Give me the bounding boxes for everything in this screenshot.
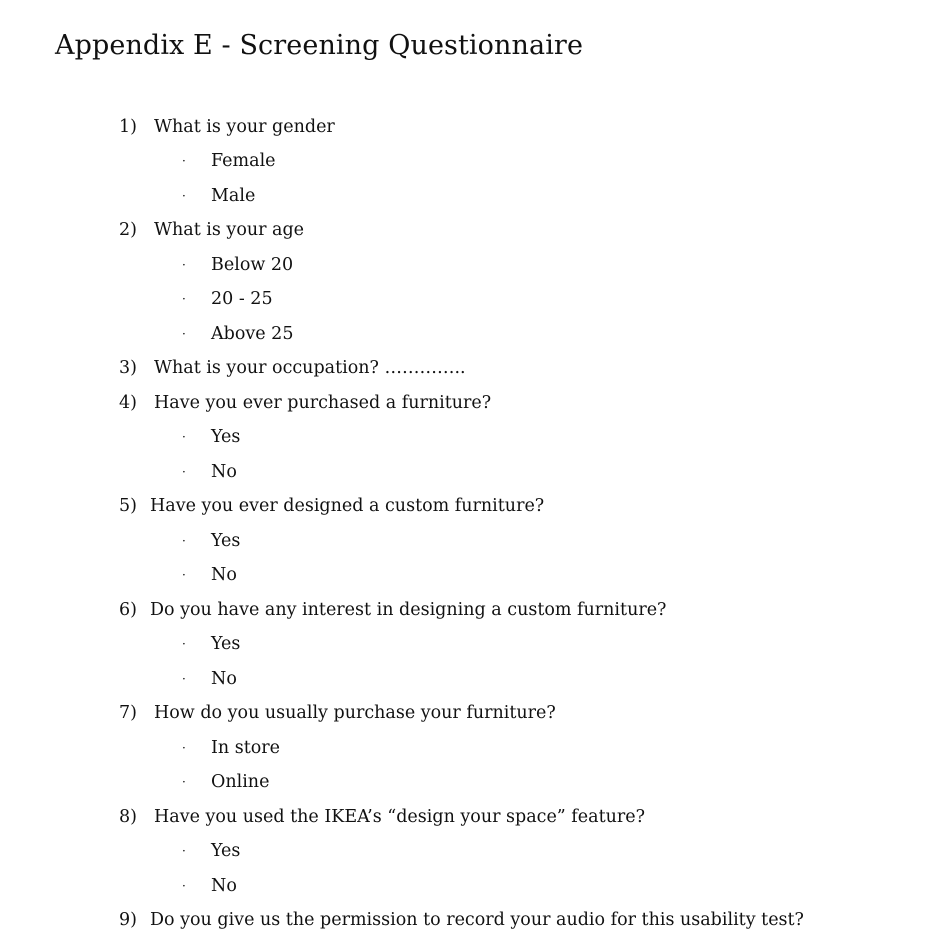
question-number: 3) xyxy=(119,358,137,378)
question-text: How do you usually purchase your furniture? xyxy=(154,703,556,723)
bullet-icon: · xyxy=(182,534,186,548)
option-label: Female xyxy=(211,151,276,171)
option-item xyxy=(182,771,482,793)
option-item xyxy=(182,323,482,345)
option-item xyxy=(182,875,482,897)
question-8 xyxy=(119,806,919,828)
option-item xyxy=(182,150,482,172)
option-item xyxy=(182,633,482,655)
question-text: What is your age xyxy=(154,220,305,240)
option-label: In store xyxy=(211,738,281,758)
question-text: What is your occupation? ………….. xyxy=(154,358,466,378)
option-label: Online xyxy=(211,772,270,792)
bullet-icon: · xyxy=(182,879,186,893)
question-text: Have you ever designed a custom furniture? xyxy=(150,496,545,516)
option-label: Yes xyxy=(211,841,241,861)
bullet-icon: · xyxy=(182,430,186,444)
question-number: 4) xyxy=(119,393,137,413)
option-label: No xyxy=(211,876,237,896)
option-item xyxy=(182,840,482,862)
bullet-icon: · xyxy=(182,775,186,789)
question-text: Have you ever purchased a furniture? xyxy=(154,393,492,413)
question-number: 8) xyxy=(119,807,137,827)
option-label: Yes xyxy=(211,427,241,447)
option-label: Male xyxy=(211,186,256,206)
question-9 xyxy=(119,909,919,931)
bullet-icon: · xyxy=(182,154,186,168)
bullet-icon: · xyxy=(182,741,186,755)
bullet-icon: · xyxy=(182,292,186,306)
bullet-icon: · xyxy=(182,672,186,686)
option-label: Below 20 xyxy=(211,255,294,275)
option-item xyxy=(182,461,482,483)
question-text: Have you used the IKEA’s “design your space” feature? xyxy=(154,807,645,827)
option-item xyxy=(182,530,482,552)
question-number: 5) xyxy=(119,496,137,516)
question-number: 1) xyxy=(119,117,137,137)
question-text: What is your gender xyxy=(154,117,335,137)
question-1 xyxy=(119,116,919,138)
question-number: 2) xyxy=(119,220,137,240)
option-label: Yes xyxy=(211,531,241,551)
bullet-icon: · xyxy=(182,189,186,203)
question-number: 7) xyxy=(119,703,137,723)
option-item xyxy=(182,737,482,759)
option-item xyxy=(182,564,482,586)
question-7 xyxy=(119,702,919,724)
option-label: No xyxy=(211,565,237,585)
bullet-icon: · xyxy=(182,327,186,341)
question-2 xyxy=(119,219,919,241)
question-text: Do you give us the permission to record your audio for this usability test? xyxy=(150,910,804,930)
bullet-icon: · xyxy=(182,844,186,858)
page-title: Appendix E - Screening Questionnaire xyxy=(55,30,584,61)
bullet-icon: · xyxy=(182,258,186,272)
option-label: Above 25 xyxy=(211,324,294,344)
option-label: Yes xyxy=(211,634,241,654)
option-item xyxy=(182,668,482,690)
option-item xyxy=(182,426,482,448)
question-6 xyxy=(119,599,919,621)
bullet-icon: · xyxy=(182,568,186,582)
question-5 xyxy=(119,495,919,517)
question-4 xyxy=(119,392,919,414)
bullet-icon: · xyxy=(182,637,186,651)
bullet-icon: · xyxy=(182,465,186,479)
option-item xyxy=(182,254,482,276)
option-label: 20 - 25 xyxy=(211,289,273,309)
option-item xyxy=(182,185,482,207)
option-label: No xyxy=(211,462,237,482)
question-number: 6) xyxy=(119,600,137,620)
question-text: Do you have any interest in designing a custom furniture? xyxy=(150,600,667,620)
option-label: No xyxy=(211,669,237,689)
option-item xyxy=(182,288,482,310)
question-number: 9) xyxy=(119,910,137,930)
question-3 xyxy=(119,357,919,379)
